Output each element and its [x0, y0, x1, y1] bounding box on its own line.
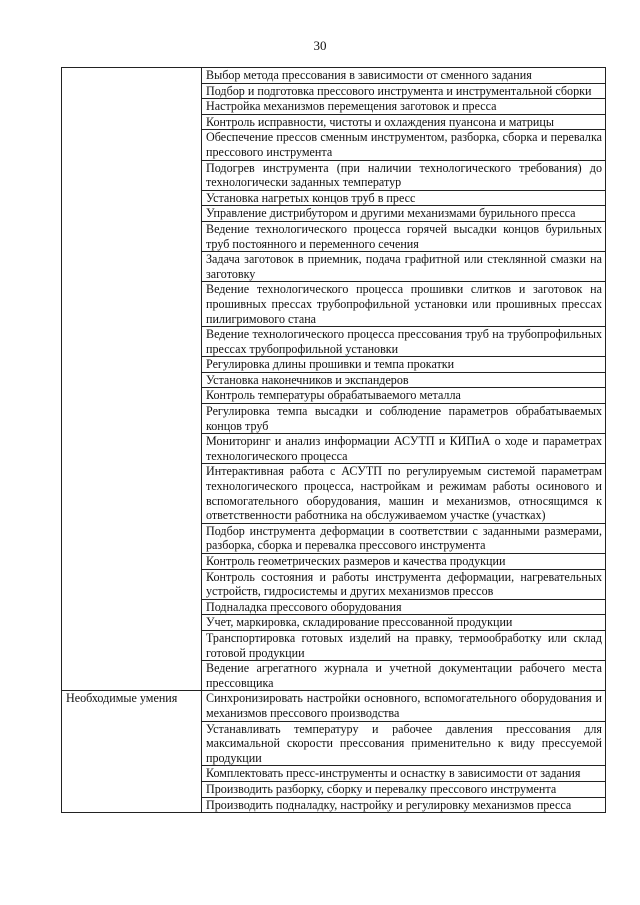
row-text: Интерактивная работа с АСУТП по регулируемым системой параметрам технологического процесса, настройкам и режимам работы осинового и вспомогательного оборудования, машин и механизмов, относящимся к ответственности работника на обслуживаемом участке (участках) — [202, 464, 606, 523]
row-text: Регулировка длины прошивки и темпа прокатки — [202, 357, 606, 373]
row-text: Регулировка темпа высадки и соблюдение параметров обрабатываемых концов труб — [202, 404, 606, 434]
row-text: Транспортировка готовых изделий на правку, термообработку или склад готовой продукции — [202, 630, 606, 660]
row-text: Комплектовать пресс-инструменты и оснастку в зависимости от задания — [202, 766, 606, 782]
row-text: Производить подналадку, настройку и регулировку механизмов пресса — [202, 797, 606, 813]
row-text: Контроль геометрических размеров и качества продукции — [202, 554, 606, 570]
section-label: Необходимые умения — [62, 691, 202, 813]
row-text: Синхронизировать настройки основного, вспомогательного оборудования и механизмов прессового производства — [202, 691, 606, 721]
page-number: 30 — [313, 38, 327, 53]
row-text: Мониторинг и анализ информации АСУТП и КИПиА о ходе и параметрах технологического процесса — [202, 434, 606, 464]
row-text: Обеспечение прессов сменным инструментом, разборка, сборка и перевалка прессового инструмента — [202, 130, 606, 160]
row-text: Подбор инструмента деформации в соответствии с заданными размерами, разборка, сборка и перевалка прессового инструмента — [202, 523, 606, 553]
row-text: Ведение технологического процесса горячей высадки концов бурильных труб постоянного и переменного сечения — [202, 221, 606, 251]
row-text: Установка наконечников и экспандеров — [202, 372, 606, 388]
row-text: Подбор и подготовка прессового инструмента и инструментальной сборки — [202, 83, 606, 99]
row-text: Производить разборку, сборку и перевалку прессового инструмента — [202, 781, 606, 797]
row-text: Выбор метода прессования в зависимости от сменного задания — [202, 68, 606, 84]
row-text: Управление дистрибутором и другими механизмами бурильного пресса — [202, 206, 606, 222]
row-text: Контроль состояния и работы инструмента деформации, нагревательных устройств, гидросистемы и других механизмов прессов — [202, 569, 606, 599]
row-text: Ведение агрегатного журнала и учетной документации рабочего места прессовщика — [202, 661, 606, 691]
row-text: Контроль исправности, чистоты и охлаждения пуансона и матрицы — [202, 114, 606, 130]
table-row — [62, 68, 606, 84]
row-text: Настройка механизмов перемещения заготовок и пресса — [202, 99, 606, 115]
row-text: Ведение технологического процесса прошивки слитков и заготовок на прошивных прессах трубопрофильной установки или прошивных прессах пилигримового стана — [202, 282, 606, 327]
requirements-table — [61, 67, 606, 813]
row-text: Подналадка прессового оборудования — [202, 599, 606, 615]
row-text: Ведение технологического процесса прессования труб на трубопрофильных прессах трубопрофильной установки — [202, 327, 606, 357]
row-text: Учет, маркировка, складирование прессованной продукции — [202, 615, 606, 631]
row-text: Подогрев инструмента (при наличии технологического требования) до технологически заданных температур — [202, 160, 606, 190]
row-text: Устанавливать температуру и рабочее давления прессования для максимальной скорости прессования применительно к виду прессуемой продукции — [202, 721, 606, 766]
row-text: Установка нагретых концов труб в пресс — [202, 190, 606, 206]
section-label — [62, 68, 202, 691]
row-text: Контроль температуры обрабатываемого металла — [202, 388, 606, 404]
table-row — [62, 691, 606, 721]
row-text: Задача заготовок в приемник, подача графитной или стеклянной смазки на заготовку — [202, 252, 606, 282]
